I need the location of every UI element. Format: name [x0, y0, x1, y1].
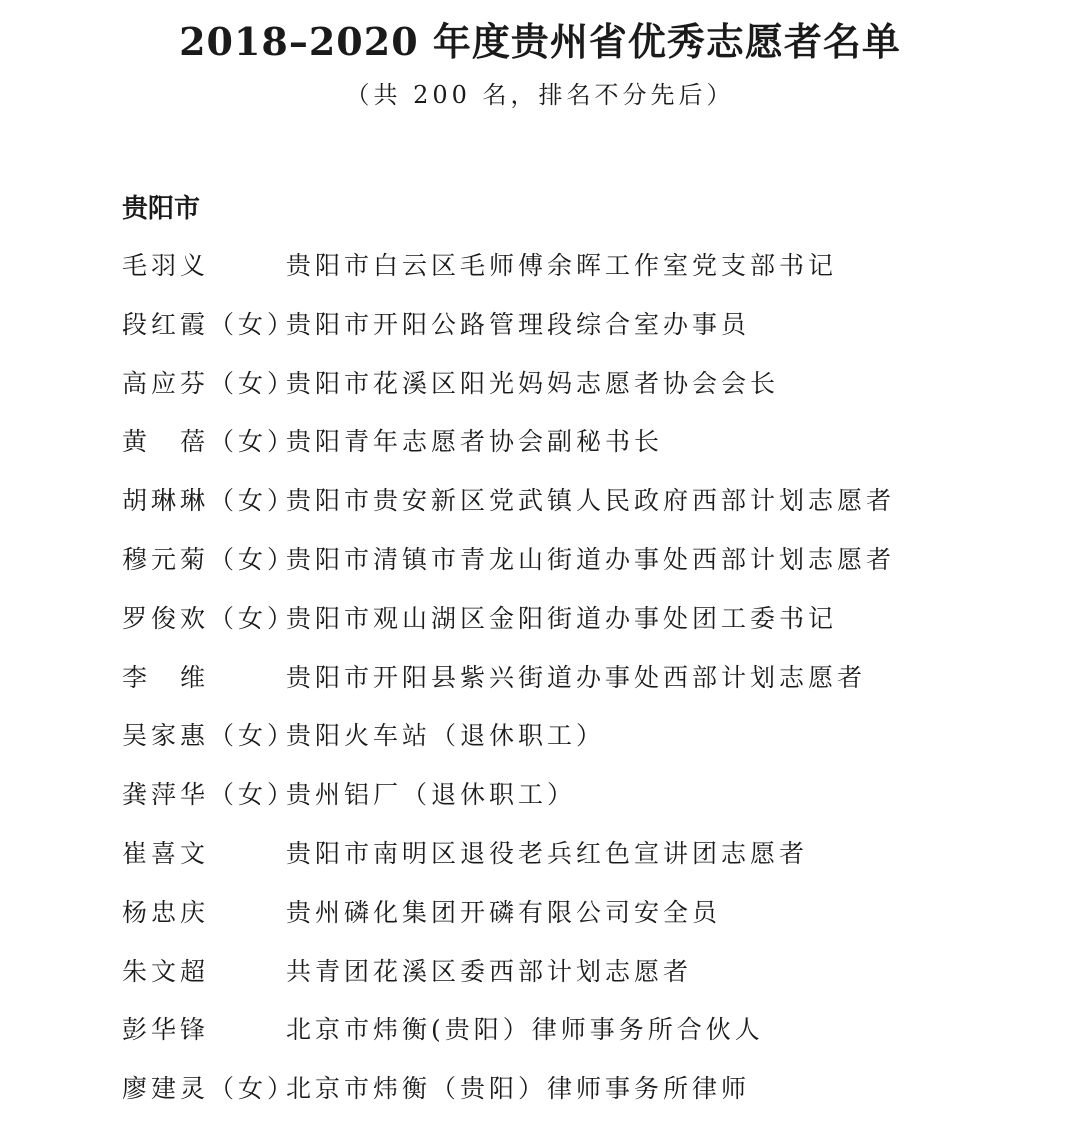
list-item	[122, 599, 1022, 658]
volunteer-list	[122, 246, 1022, 1128]
volunteer-organization: 共青团花溪区委西部计划志愿者	[286, 956, 693, 986]
volunteer-organization: 北京市炜衡（贵阳）律师事务所律师	[286, 1074, 751, 1104]
document-subtitle: （共 200 名，排名不分先后）	[345, 81, 735, 109]
volunteer-organization: 贵阳火车站（退休职工）	[286, 721, 606, 751]
volunteer-name: 段红霞（女）	[122, 309, 297, 339]
volunteer-name: 黄 蓓（女）	[122, 427, 297, 457]
list-item	[122, 952, 1022, 1011]
volunteer-organization: 北京市炜衡(贵阳）律师事务所合伙人	[286, 1015, 764, 1045]
document-title: 2018–2020 年度贵州省优秀志愿者名单	[179, 19, 901, 64]
list-item	[122, 893, 1022, 952]
volunteer-name: 朱文超	[122, 956, 210, 986]
volunteer-organization: 贵阳市南明区退役老兵红色宣讲团志愿者	[286, 838, 809, 868]
volunteer-name: 龚萍华（女）	[122, 780, 297, 810]
volunteer-name: 崔喜文	[122, 838, 210, 868]
volunteer-organization: 贵阳市观山湖区金阳街道办事处团工委书记	[286, 603, 838, 633]
volunteer-organization: 贵阳市开阳公路管理段综合室办事员	[286, 309, 751, 339]
volunteer-organization: 贵阳市白云区毛师傅余晖工作室党支部书记	[286, 251, 838, 280]
list-item	[122, 305, 1022, 364]
volunteer-name: 胡琳琳（女）	[122, 486, 297, 516]
volunteer-name: 高应芬（女）	[122, 368, 297, 398]
volunteer-organization: 贵阳市开阳县紫兴街道办事处西部计划志愿者	[286, 662, 867, 692]
volunteer-name: 廖建灵（女）	[122, 1074, 297, 1104]
list-item	[122, 658, 1022, 717]
volunteer-organization: 贵州铝厂（退休职工）	[286, 780, 577, 810]
list-item	[122, 834, 1022, 893]
volunteer-name: 吴家惠（女）	[122, 721, 297, 751]
list-item	[122, 775, 1022, 834]
volunteer-name: 毛羽义	[122, 251, 210, 280]
volunteer-organization: 贵阳市贵安新区党武镇人民政府西部计划志愿者	[286, 486, 896, 516]
list-item	[122, 1069, 1022, 1128]
list-item	[122, 422, 1022, 481]
list-item	[122, 364, 1022, 423]
section-heading-guiyang: 贵阳市	[122, 194, 201, 224]
volunteer-name: 杨忠庆	[122, 897, 210, 927]
volunteer-name: 罗俊欢（女）	[122, 603, 297, 633]
list-item	[122, 481, 1022, 540]
volunteer-organization: 贵阳市花溪区阳光妈妈志愿者协会会长	[286, 368, 780, 398]
volunteer-name: 穆元菊（女）	[122, 544, 297, 574]
volunteer-organization: 贵阳青年志愿者协会副秘书长	[286, 427, 664, 457]
volunteer-organization: 贵阳市清镇市青龙山街道办事处西部计划志愿者	[286, 544, 896, 574]
volunteer-name: 彭华锋	[122, 1015, 210, 1045]
list-item	[122, 1010, 1022, 1069]
list-item	[122, 246, 1022, 305]
list-item	[122, 540, 1022, 599]
list-item	[122, 716, 1022, 775]
volunteer-name: 李 维	[122, 662, 210, 692]
volunteer-organization: 贵州磷化集团开磷有限公司安全员	[286, 897, 722, 927]
